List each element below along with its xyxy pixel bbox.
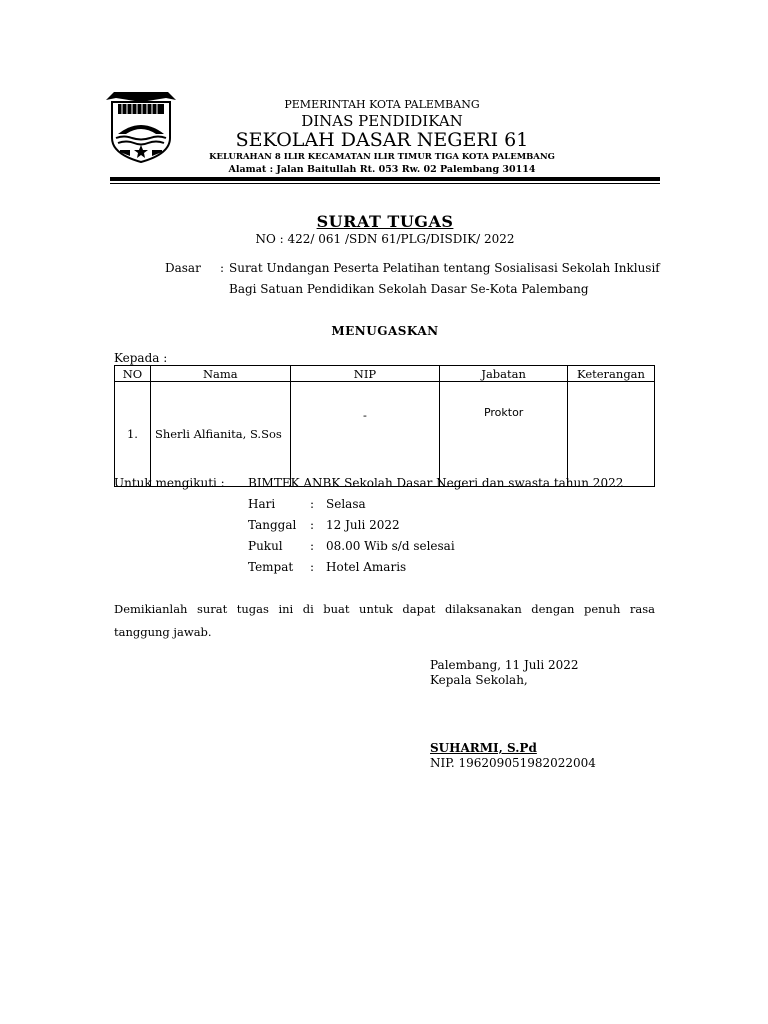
signature-nip: NIP. 196209051982022004 <box>430 756 596 770</box>
assignee-table <box>114 365 655 487</box>
cell-jabatan: Proktor <box>440 382 568 487</box>
table-header-row <box>115 366 655 382</box>
letterhead-divider-thin <box>110 183 660 184</box>
dasar-label: Dasar <box>165 261 201 275</box>
detail-label-hari: Hari <box>248 497 276 511</box>
detail-value-hari: Selasa <box>326 497 366 511</box>
signature-position: Kepala Sekolah, <box>430 673 528 687</box>
emblem-icon <box>104 88 178 164</box>
letterhead-government: PEMERINTAH KOTA PALEMBANG <box>284 98 480 111</box>
closing-line-1: Demikianlah surat tugas ini di buat untuk dapat dilaksanakan dengan penuh rasa <box>114 602 655 616</box>
col-header-jabatan: Jabatan <box>440 366 568 382</box>
letterhead-department: DINAS PENDIDIKAN <box>301 112 463 130</box>
letterhead-address: Alamat : Jalan Baitullah Rt. 053 Rw. 02 Palembang 30114 <box>228 164 536 175</box>
dasar-colon: : <box>220 261 225 275</box>
detail-colon-hari: : <box>310 497 315 511</box>
detail-value-tanggal: 12 Juli 2022 <box>326 518 400 532</box>
letterhead-district: KELURAHAN 8 ILIR KECAMATAN ILIR TIMUR TIGA KOTA PALEMBANG <box>209 152 555 162</box>
closing-line-2: tanggung jawab. <box>114 625 212 639</box>
detail-label-tempat: Tempat <box>248 560 294 574</box>
detail-value-pukul: 08.00 Wib s/d selesai <box>326 539 455 553</box>
menugaskan-heading: MENUGASKAN <box>331 324 439 338</box>
kepada-label: Kepada : <box>114 351 168 365</box>
document-number: NO : 422/ 061 /SDN 61/PLG/DISDIK/ 2022 <box>255 232 515 246</box>
dasar-line-2: Bagi Satuan Pendidikan Sekolah Dasar Se-Kota Palembang <box>229 282 589 296</box>
detail-colon-tanggal: : <box>310 518 315 532</box>
kegiatan-value: BIMTEK ANBK Sekolah Dasar Negeri dan swasta tahun 2022 <box>248 476 624 490</box>
col-header-nama: Nama <box>150 366 290 382</box>
table-row <box>115 382 655 487</box>
cell-nama: Sherli Alfianita, S.Sos <box>150 382 290 487</box>
cell-no: 1. <box>115 382 151 487</box>
signature-place-date: Palembang, 11 Juli 2022 <box>430 658 579 672</box>
kegiatan-label: Untuk mengikuti : <box>114 476 225 490</box>
cell-nip: - <box>290 382 440 487</box>
col-header-keterangan: Keterangan <box>568 366 655 382</box>
letterhead-school-name: SEKOLAH DASAR NEGERI 61 <box>235 129 529 151</box>
detail-colon-tempat: : <box>310 560 315 574</box>
city-emblem-logo <box>104 88 178 164</box>
col-header-no: NO <box>115 366 151 382</box>
signature-name: SUHARMI, S.Pd <box>430 741 537 755</box>
detail-label-tanggal: Tanggal <box>248 518 297 532</box>
document-title: SURAT TUGAS <box>316 212 454 231</box>
col-header-nip: NIP <box>290 366 440 382</box>
detail-colon-pukul: : <box>310 539 315 553</box>
cell-keterangan <box>568 382 655 487</box>
detail-value-tempat: Hotel Amaris <box>326 560 407 574</box>
letterhead-divider-thick <box>110 177 660 181</box>
dasar-line-1: Surat Undangan Peserta Pelatihan tentang Sosialisasi Sekolah Inklusif <box>229 261 660 275</box>
detail-label-pukul: Pukul <box>248 539 283 553</box>
